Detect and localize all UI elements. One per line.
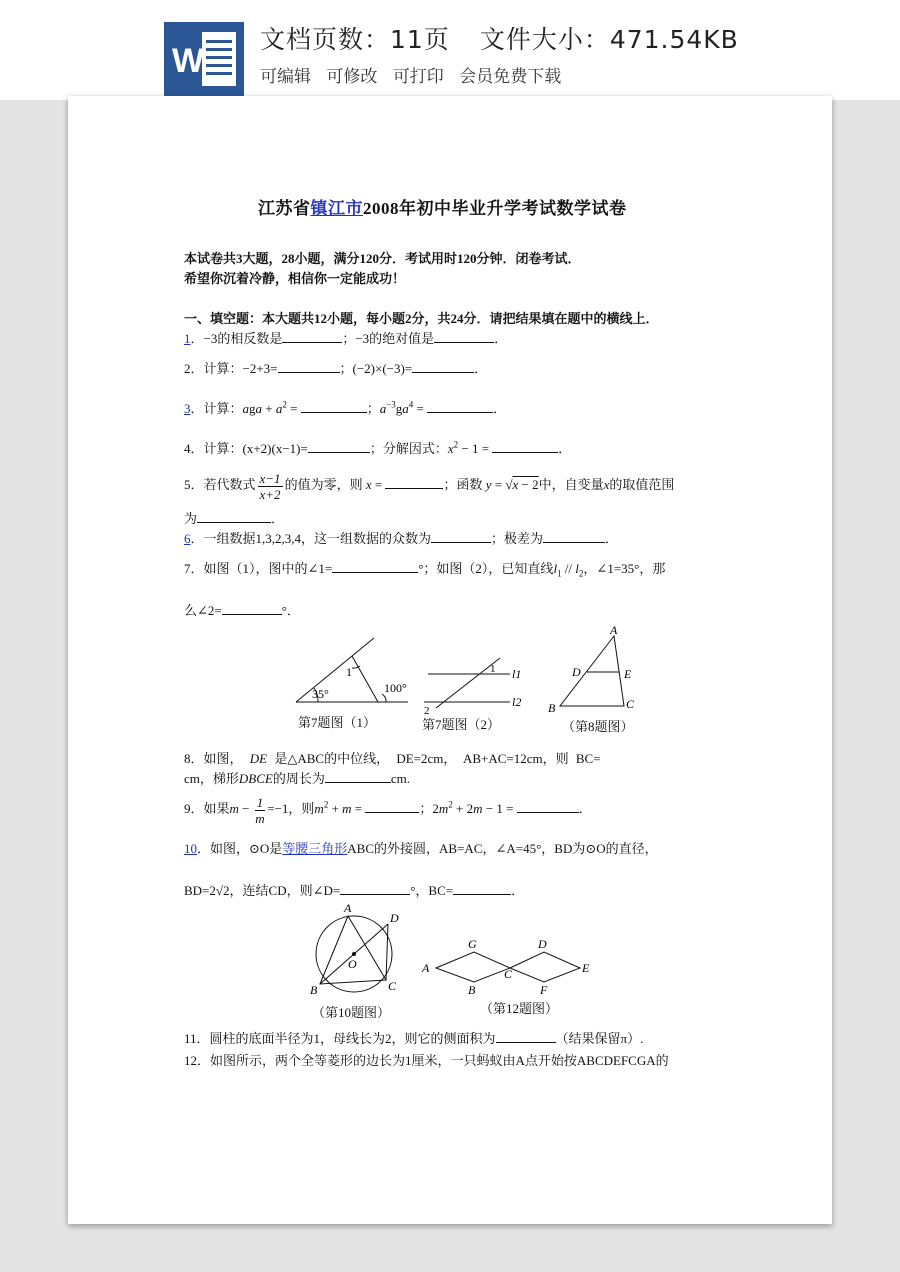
svg-text:W: W bbox=[172, 42, 205, 80]
svg-text:F: F bbox=[540, 983, 548, 994]
svg-text:B: B bbox=[548, 701, 556, 715]
svg-text:100°: 100° bbox=[384, 681, 407, 695]
svg-text:A: A bbox=[344, 902, 352, 915]
question-5-cont: 为 ． bbox=[184, 511, 285, 526]
feature-list bbox=[260, 62, 739, 87]
question-9: 9．如果m − $\frac{1}{m}$ =−1，则$m^2 + m$ = ；$2m^2 + 2m - 1$ = ． bbox=[184, 794, 592, 826]
question-6: 6．一组数据1,3,2,3,4，这一组数据的众数为 ；极差为 ． bbox=[184, 531, 619, 546]
svg-text:35°: 35° bbox=[312, 687, 329, 701]
svg-text:C: C bbox=[504, 967, 513, 981]
q10-link[interactable]: 10 bbox=[184, 841, 197, 856]
download-banner bbox=[0, 0, 900, 100]
intro-line-2: 希望你沉着冷静，相信你一定能成功！ bbox=[184, 271, 406, 286]
figure-7-2 bbox=[420, 656, 532, 716]
intro-line-1: 本试卷共3大题，28小题，满分120分．考试用时120分钟．闭卷考试． bbox=[184, 251, 581, 266]
question-3: 3．计算：aga + $a^2$ = ；$a^{-3}ga^4$ = ． bbox=[184, 399, 507, 416]
page-title: 江苏省镇江市2008年初中毕业升学考试数学试卷 bbox=[258, 199, 627, 218]
feature-printable: 可打印 bbox=[392, 67, 444, 87]
q3-link[interactable]: 3 bbox=[184, 401, 191, 416]
feature-member-download[interactable]: 会员免费下载 bbox=[459, 67, 562, 87]
doc-info bbox=[260, 20, 739, 87]
figure-12-caption: （第12题图） bbox=[480, 1001, 559, 1016]
section-heading: 一、填空题：本大题共12小题，每小题2分，共24分．请把结果填在题中的横线上． bbox=[184, 311, 659, 326]
svg-text:2: 2 bbox=[424, 705, 430, 716]
question-1: 1．−3的相反数是 ；−3的绝对值是 ． bbox=[184, 331, 508, 346]
figure-12 bbox=[420, 934, 600, 994]
svg-text:D: D bbox=[390, 911, 399, 925]
q6-link[interactable]: 6 bbox=[184, 531, 191, 546]
svg-text:B: B bbox=[468, 983, 476, 994]
svg-text:D: D bbox=[538, 937, 547, 951]
question-4: 4．计算：(x+2)(x−1)= ；分解因式：$x^2 - 1$ = ． bbox=[184, 439, 572, 456]
svg-text:1: 1 bbox=[346, 665, 352, 679]
svg-text:E: E bbox=[624, 667, 632, 681]
question-7-cont: 么∠2= °． bbox=[184, 603, 300, 618]
svg-text:C: C bbox=[388, 979, 397, 993]
isosceles-triangle-link[interactable]: 等腰三角形 bbox=[282, 841, 348, 856]
svg-text:A: A bbox=[610, 626, 618, 637]
figure-8-caption: （第8题图） bbox=[562, 719, 634, 734]
svg-text:E: E bbox=[582, 961, 590, 975]
question-7: 7．如图（1），图中的∠1= °；如图（2），已知直线$l_1 // l_2$，∠1=35°，那 bbox=[184, 561, 666, 579]
figure-10 bbox=[304, 902, 404, 998]
figure-7-2-caption: 第7题图（2） bbox=[422, 717, 501, 732]
figure-10-caption: （第10题图） bbox=[312, 1005, 391, 1020]
figure-8 bbox=[546, 626, 646, 716]
svg-text:A: A bbox=[422, 961, 430, 975]
word-document-icon bbox=[164, 22, 244, 96]
svg-text:O: O bbox=[348, 957, 357, 971]
svg-text:C: C bbox=[626, 697, 635, 711]
svg-text:l2: l2 bbox=[512, 695, 522, 709]
question-2: 2．计算：−2+3= ；(−2)×(−3)= ． bbox=[184, 361, 488, 376]
question-10: 10．如图，⊙O是等腰三角形ABC的外接圆，AB=AC，∠A=45°，BD为⊙O的直径， bbox=[184, 841, 658, 856]
feature-editable: 可编辑 bbox=[260, 67, 311, 87]
q1-link[interactable]: 1 bbox=[184, 331, 191, 346]
svg-text:1: 1 bbox=[490, 663, 496, 675]
question-5: 5．若代数式 $\frac{x-1}{x+2}$ 的值为零，则 x = ；函数 y = √x − 2中，自变量x的取值范围 bbox=[184, 470, 675, 502]
question-8: 8．如图， DE 是△ABC的中位线， DE=2cm， AB+AC=12cm，则 BC= bbox=[184, 751, 601, 766]
question-8-cont: cm，梯形DBCE的周长为 cm. bbox=[184, 771, 410, 786]
question-11: 11．圆柱的底面半径为1，母线长为2，则它的侧面积为 （结果保留π）. bbox=[184, 1031, 644, 1046]
svg-text:l1: l1 bbox=[512, 667, 522, 681]
document-page bbox=[68, 96, 832, 1224]
question-10-cont: BD=2√2，连结CD，则∠D= °，BC= ． bbox=[184, 883, 525, 898]
svg-text:B: B bbox=[310, 983, 318, 997]
feature-modifiable: 可修改 bbox=[326, 67, 378, 87]
question-12: 12．如图所示，两个全等菱形的边长为1厘米，一只蚂蚁由A点开始按ABCDEFCGA的 bbox=[184, 1053, 669, 1068]
file-size: 文件大小：471.54KB bbox=[479, 25, 739, 54]
svg-text:G: G bbox=[468, 937, 477, 951]
svg-text:D: D bbox=[572, 665, 581, 679]
figure-7-1 bbox=[292, 632, 412, 706]
title-link[interactable]: 镇江市 bbox=[310, 199, 363, 218]
figure-7-1-caption: 第7题图（1） bbox=[298, 715, 377, 730]
page-count: 文档页数：11页 bbox=[260, 25, 450, 54]
